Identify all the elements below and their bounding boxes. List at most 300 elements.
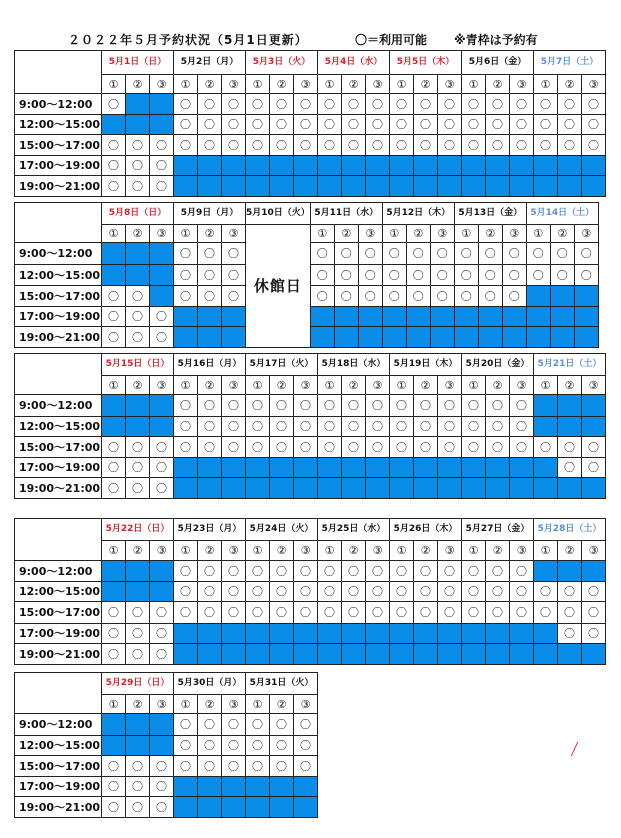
day-header: 5月18日（水） bbox=[318, 354, 390, 376]
slot-available: 〇 bbox=[270, 395, 294, 417]
slot-available: 〇 bbox=[406, 286, 430, 307]
slot-booked bbox=[294, 777, 318, 797]
slot-available: 〇 bbox=[246, 135, 270, 156]
time-label: 17:00～19:00 bbox=[15, 307, 102, 327]
slot-number: ② bbox=[126, 75, 150, 94]
slot-available: 〇 bbox=[390, 115, 414, 135]
slot-booked bbox=[270, 458, 294, 478]
slot-booked bbox=[174, 777, 198, 797]
slot-booked bbox=[342, 644, 366, 665]
slot-available: 〇 bbox=[366, 94, 390, 115]
slot-booked bbox=[318, 624, 342, 644]
slot-available: 〇 bbox=[438, 582, 462, 602]
slot-number: ② bbox=[486, 75, 510, 94]
slot-available: 〇 bbox=[150, 437, 174, 458]
slot-booked bbox=[150, 561, 174, 582]
slot-number: ③ bbox=[582, 541, 606, 561]
slot-booked bbox=[366, 478, 390, 499]
slot-available: 〇 bbox=[438, 115, 462, 135]
slot-available: 〇 bbox=[438, 135, 462, 156]
slot-booked bbox=[126, 714, 150, 736]
slot-available: 〇 bbox=[102, 176, 126, 197]
slot-booked bbox=[486, 156, 510, 176]
slot-booked bbox=[478, 307, 502, 327]
slot-booked bbox=[390, 458, 414, 478]
slot-booked bbox=[462, 176, 486, 197]
slot-booked bbox=[366, 644, 390, 665]
slot-booked bbox=[126, 243, 150, 265]
slot-booked bbox=[126, 115, 150, 135]
slot-booked bbox=[334, 307, 358, 327]
slot-available: 〇 bbox=[174, 602, 198, 624]
slot-booked bbox=[534, 624, 558, 644]
slot-available: 〇 bbox=[102, 756, 126, 777]
slot-booked bbox=[102, 395, 126, 417]
slot-available: 〇 bbox=[558, 115, 582, 135]
slot-available: 〇 bbox=[198, 736, 222, 756]
slot-available: 〇 bbox=[174, 756, 198, 777]
slot-available: 〇 bbox=[478, 286, 502, 307]
slot-available: 〇 bbox=[462, 417, 486, 437]
slot-booked bbox=[270, 156, 294, 176]
slot-available: 〇 bbox=[270, 94, 294, 115]
slot-booked bbox=[310, 307, 334, 327]
slot-available: 〇 bbox=[198, 582, 222, 602]
slot-booked bbox=[222, 797, 246, 818]
slot-available: 〇 bbox=[198, 135, 222, 156]
slot-number: ③ bbox=[150, 541, 174, 561]
slot-booked bbox=[534, 561, 558, 582]
slot-available: 〇 bbox=[222, 395, 246, 417]
slot-booked bbox=[150, 286, 174, 307]
slot-available: 〇 bbox=[126, 602, 150, 624]
slot-available: 〇 bbox=[510, 561, 534, 582]
slot-available: 〇 bbox=[462, 94, 486, 115]
slot-available: 〇 bbox=[294, 417, 318, 437]
slot-number: ③ bbox=[438, 376, 462, 395]
slot-available: 〇 bbox=[510, 395, 534, 417]
table-corner bbox=[15, 203, 102, 243]
slot-number: ② bbox=[126, 695, 150, 714]
slot-booked bbox=[174, 624, 198, 644]
slot-number: ③ bbox=[582, 75, 606, 94]
slot-number: ③ bbox=[222, 225, 246, 243]
slot-number: ③ bbox=[430, 225, 454, 243]
slot-number: ③ bbox=[222, 541, 246, 561]
slot-available: 〇 bbox=[486, 135, 510, 156]
slot-number: ① bbox=[102, 376, 126, 395]
slot-available: 〇 bbox=[222, 602, 246, 624]
slot-number: ② bbox=[270, 541, 294, 561]
slot-booked bbox=[222, 327, 246, 348]
slot-available: 〇 bbox=[430, 286, 454, 307]
time-label: 17:00～19:00 bbox=[15, 777, 102, 797]
slot-number: ② bbox=[342, 75, 366, 94]
slot-booked bbox=[150, 94, 174, 115]
slot-available: 〇 bbox=[414, 561, 438, 582]
slot-booked bbox=[198, 644, 222, 665]
slot-number: ② bbox=[414, 75, 438, 94]
slot-available: 〇 bbox=[294, 94, 318, 115]
time-label: 17:00～19:00 bbox=[15, 624, 102, 644]
slot-available: 〇 bbox=[198, 417, 222, 437]
slot-booked bbox=[414, 458, 438, 478]
day-header: 5月8日（日） bbox=[102, 203, 174, 225]
week-table bbox=[14, 353, 606, 499]
slot-number: ③ bbox=[150, 376, 174, 395]
slot-booked bbox=[438, 458, 462, 478]
slot-available: 〇 bbox=[510, 115, 534, 135]
slot-available: 〇 bbox=[366, 437, 390, 458]
slot-booked bbox=[558, 176, 582, 197]
slot-number: ③ bbox=[502, 225, 526, 243]
slot-available: 〇 bbox=[246, 736, 270, 756]
slot-available: 〇 bbox=[198, 756, 222, 777]
slot-available: 〇 bbox=[582, 135, 606, 156]
slot-number: ② bbox=[126, 225, 150, 243]
week-table bbox=[14, 202, 599, 348]
slot-booked bbox=[366, 458, 390, 478]
slot-number: ① bbox=[246, 541, 270, 561]
slot-booked bbox=[454, 327, 478, 348]
day-header: 5月11日（水） bbox=[310, 203, 382, 225]
slot-booked bbox=[382, 327, 406, 348]
day-header: 5月15日（日） bbox=[102, 354, 174, 376]
slot-available: 〇 bbox=[198, 265, 222, 286]
slot-booked bbox=[534, 176, 558, 197]
slot-booked bbox=[102, 417, 126, 437]
slot-booked bbox=[342, 156, 366, 176]
day-header: 5月16日（月） bbox=[174, 354, 246, 376]
slot-booked bbox=[270, 624, 294, 644]
slot-available: 〇 bbox=[150, 478, 174, 499]
slot-booked bbox=[430, 307, 454, 327]
slot-number: ① bbox=[462, 75, 486, 94]
slot-available: 〇 bbox=[318, 94, 342, 115]
slot-booked bbox=[126, 561, 150, 582]
slot-available: 〇 bbox=[126, 478, 150, 499]
slot-booked bbox=[102, 265, 126, 286]
slot-available: 〇 bbox=[502, 286, 526, 307]
slot-available: 〇 bbox=[342, 437, 366, 458]
slot-booked bbox=[574, 327, 598, 348]
slot-booked bbox=[246, 777, 270, 797]
slot-available: 〇 bbox=[126, 797, 150, 818]
slot-available: 〇 bbox=[270, 582, 294, 602]
slot-available: 〇 bbox=[382, 286, 406, 307]
slot-number: ③ bbox=[510, 376, 534, 395]
slot-available: 〇 bbox=[486, 602, 510, 624]
slot-available: 〇 bbox=[270, 714, 294, 736]
time-label: 15:00～17:00 bbox=[15, 135, 102, 156]
slot-booked bbox=[510, 156, 534, 176]
slot-available: 〇 bbox=[126, 327, 150, 348]
slot-booked bbox=[246, 624, 270, 644]
time-label: 9:00～12:00 bbox=[15, 561, 102, 582]
slot-available: 〇 bbox=[222, 243, 246, 265]
slot-available: 〇 bbox=[246, 756, 270, 777]
slot-available: 〇 bbox=[478, 243, 502, 265]
slot-number: ② bbox=[270, 75, 294, 94]
slot-booked bbox=[198, 624, 222, 644]
slot-booked bbox=[150, 115, 174, 135]
slot-booked bbox=[526, 327, 550, 348]
slot-available: 〇 bbox=[366, 561, 390, 582]
slot-number: ② bbox=[558, 376, 582, 395]
slot-available: 〇 bbox=[198, 286, 222, 307]
slot-booked bbox=[486, 644, 510, 665]
slot-number: ② bbox=[558, 75, 582, 94]
slot-number: ③ bbox=[366, 75, 390, 94]
slot-booked bbox=[318, 644, 342, 665]
slot-available: 〇 bbox=[222, 714, 246, 736]
time-label: 19:00～21:00 bbox=[15, 644, 102, 665]
slot-booked bbox=[462, 478, 486, 499]
slot-booked bbox=[534, 478, 558, 499]
slot-available: 〇 bbox=[198, 437, 222, 458]
slot-available: 〇 bbox=[534, 135, 558, 156]
slot-booked bbox=[510, 458, 534, 478]
slot-number: ① bbox=[462, 376, 486, 395]
slot-available: 〇 bbox=[102, 797, 126, 818]
slot-number: ③ bbox=[150, 225, 174, 243]
slot-booked bbox=[438, 478, 462, 499]
slot-number: ② bbox=[126, 376, 150, 395]
slot-available: 〇 bbox=[150, 458, 174, 478]
slot-booked bbox=[270, 176, 294, 197]
slot-available: 〇 bbox=[294, 582, 318, 602]
slot-booked bbox=[318, 478, 342, 499]
slot-available: 〇 bbox=[438, 417, 462, 437]
slot-available: 〇 bbox=[582, 624, 606, 644]
slot-booked bbox=[582, 478, 606, 499]
slot-booked bbox=[246, 644, 270, 665]
slot-booked bbox=[486, 458, 510, 478]
slot-available: 〇 bbox=[390, 561, 414, 582]
slot-available: 〇 bbox=[342, 602, 366, 624]
slot-available: 〇 bbox=[150, 644, 174, 665]
slot-available: 〇 bbox=[126, 176, 150, 197]
slot-available: 〇 bbox=[526, 265, 550, 286]
slot-available: 〇 bbox=[222, 265, 246, 286]
slot-available: 〇 bbox=[582, 115, 606, 135]
slot-available: 〇 bbox=[358, 243, 382, 265]
slot-available: 〇 bbox=[462, 395, 486, 417]
slot-booked bbox=[150, 714, 174, 736]
slot-booked bbox=[534, 156, 558, 176]
slot-booked bbox=[462, 644, 486, 665]
slot-available: 〇 bbox=[150, 327, 174, 348]
day-header: 5月3日（火） bbox=[246, 51, 318, 75]
day-header: 5月31日（火） bbox=[246, 673, 318, 695]
slot-booked bbox=[294, 644, 318, 665]
slot-number: ③ bbox=[510, 541, 534, 561]
slot-booked bbox=[222, 624, 246, 644]
slot-available: 〇 bbox=[294, 561, 318, 582]
slot-booked bbox=[558, 395, 582, 417]
slot-available: 〇 bbox=[486, 417, 510, 437]
day-header: 5月30日（月） bbox=[174, 673, 246, 695]
slot-number: ② bbox=[198, 376, 222, 395]
slot-available: 〇 bbox=[294, 135, 318, 156]
slot-available: 〇 bbox=[486, 395, 510, 417]
slot-number: ① bbox=[102, 541, 126, 561]
slot-available: 〇 bbox=[558, 458, 582, 478]
slot-number: ① bbox=[318, 376, 342, 395]
time-label: 15:00～17:00 bbox=[15, 437, 102, 458]
slot-available: 〇 bbox=[318, 582, 342, 602]
slot-booked bbox=[222, 777, 246, 797]
slot-booked bbox=[246, 176, 270, 197]
slot-booked bbox=[366, 156, 390, 176]
slot-available: 〇 bbox=[294, 736, 318, 756]
slot-available: 〇 bbox=[222, 437, 246, 458]
slot-available: 〇 bbox=[534, 602, 558, 624]
slot-available: 〇 bbox=[406, 265, 430, 286]
slot-available: 〇 bbox=[246, 417, 270, 437]
slot-available: 〇 bbox=[454, 265, 478, 286]
slot-booked bbox=[438, 644, 462, 665]
slot-available: 〇 bbox=[558, 135, 582, 156]
slot-booked bbox=[222, 176, 246, 197]
slot-available: 〇 bbox=[174, 395, 198, 417]
slot-booked bbox=[334, 327, 358, 348]
slot-booked bbox=[462, 156, 486, 176]
slot-available: 〇 bbox=[150, 135, 174, 156]
day-header: 5月14日（土） bbox=[526, 203, 598, 225]
slot-booked bbox=[574, 307, 598, 327]
slot-available: 〇 bbox=[222, 736, 246, 756]
day-header: 5月13日（金） bbox=[454, 203, 526, 225]
week-table bbox=[14, 672, 318, 818]
slot-booked bbox=[246, 478, 270, 499]
slot-available: 〇 bbox=[390, 602, 414, 624]
slot-available: 〇 bbox=[174, 437, 198, 458]
slot-booked bbox=[318, 458, 342, 478]
slot-available: 〇 bbox=[462, 602, 486, 624]
slot-booked bbox=[486, 624, 510, 644]
slot-booked bbox=[198, 327, 222, 348]
slot-number: ① bbox=[102, 75, 126, 94]
slot-number: ① bbox=[246, 376, 270, 395]
slot-available: 〇 bbox=[174, 582, 198, 602]
slot-booked bbox=[270, 478, 294, 499]
slot-booked bbox=[582, 156, 606, 176]
slot-number: ② bbox=[414, 541, 438, 561]
slot-number: ① bbox=[534, 376, 558, 395]
slot-available: 〇 bbox=[510, 602, 534, 624]
slot-available: 〇 bbox=[150, 756, 174, 777]
slot-available: 〇 bbox=[310, 243, 334, 265]
slot-available: 〇 bbox=[582, 458, 606, 478]
slot-available: 〇 bbox=[150, 176, 174, 197]
slot-booked bbox=[502, 307, 526, 327]
slot-available: 〇 bbox=[102, 777, 126, 797]
slot-available: 〇 bbox=[502, 243, 526, 265]
slot-available: 〇 bbox=[574, 265, 598, 286]
slot-booked bbox=[174, 458, 198, 478]
slot-booked bbox=[150, 395, 174, 417]
slot-available: 〇 bbox=[334, 265, 358, 286]
slot-number: ① bbox=[310, 225, 334, 243]
slot-available: 〇 bbox=[102, 624, 126, 644]
slot-booked bbox=[294, 458, 318, 478]
slot-available: 〇 bbox=[486, 561, 510, 582]
slot-available: 〇 bbox=[534, 582, 558, 602]
slot-booked bbox=[438, 176, 462, 197]
slot-booked bbox=[430, 327, 454, 348]
slot-number: ③ bbox=[222, 75, 246, 94]
slot-booked bbox=[102, 736, 126, 756]
slot-number: ① bbox=[174, 541, 198, 561]
slot-available: 〇 bbox=[358, 265, 382, 286]
slot-available: 〇 bbox=[414, 115, 438, 135]
slot-booked bbox=[150, 243, 174, 265]
day-header: 5月10日（火） bbox=[246, 203, 311, 225]
slot-booked bbox=[198, 176, 222, 197]
slot-booked bbox=[478, 327, 502, 348]
slot-available: 〇 bbox=[414, 94, 438, 115]
slot-booked bbox=[270, 777, 294, 797]
slot-available: 〇 bbox=[438, 561, 462, 582]
slot-booked bbox=[102, 115, 126, 135]
slot-available: 〇 bbox=[414, 395, 438, 417]
slot-available: 〇 bbox=[510, 417, 534, 437]
slot-number: ② bbox=[478, 225, 502, 243]
slot-available: 〇 bbox=[438, 602, 462, 624]
slot-available: 〇 bbox=[246, 561, 270, 582]
day-header: 5月29日（日） bbox=[102, 673, 174, 695]
slot-available: 〇 bbox=[342, 561, 366, 582]
slot-number: ③ bbox=[366, 541, 390, 561]
slot-available: 〇 bbox=[318, 437, 342, 458]
slot-booked bbox=[414, 176, 438, 197]
slot-number: ① bbox=[454, 225, 478, 243]
slot-available: 〇 bbox=[486, 582, 510, 602]
slot-number: ② bbox=[486, 541, 510, 561]
slot-number: ③ bbox=[150, 695, 174, 714]
time-label: 17:00～19:00 bbox=[15, 458, 102, 478]
slot-booked bbox=[294, 797, 318, 818]
day-header: 5月9日（月） bbox=[174, 203, 246, 225]
slot-available: 〇 bbox=[366, 135, 390, 156]
slot-number: ① bbox=[526, 225, 550, 243]
day-header: 5月2日（月） bbox=[174, 51, 246, 75]
slot-booked bbox=[318, 156, 342, 176]
slot-available: 〇 bbox=[574, 243, 598, 265]
slot-number: ③ bbox=[510, 75, 534, 94]
slot-available: 〇 bbox=[534, 94, 558, 115]
slot-number: ③ bbox=[582, 376, 606, 395]
slot-available: 〇 bbox=[270, 135, 294, 156]
slot-number: ③ bbox=[294, 376, 318, 395]
slot-available: 〇 bbox=[102, 458, 126, 478]
slot-available: 〇 bbox=[334, 286, 358, 307]
day-header: 5月22日（日） bbox=[102, 519, 174, 541]
slot-available: 〇 bbox=[462, 561, 486, 582]
slot-available: 〇 bbox=[310, 286, 334, 307]
slot-number: ③ bbox=[294, 541, 318, 561]
slot-available: 〇 bbox=[102, 478, 126, 499]
slot-booked bbox=[438, 156, 462, 176]
slot-booked bbox=[534, 417, 558, 437]
time-label: 19:00～21:00 bbox=[15, 797, 102, 818]
closed-day-label: 休館日 bbox=[246, 225, 311, 348]
slot-number: ③ bbox=[574, 225, 598, 243]
slot-available: 〇 bbox=[438, 437, 462, 458]
slot-booked bbox=[198, 307, 222, 327]
day-header: 5月1日（日） bbox=[102, 51, 174, 75]
